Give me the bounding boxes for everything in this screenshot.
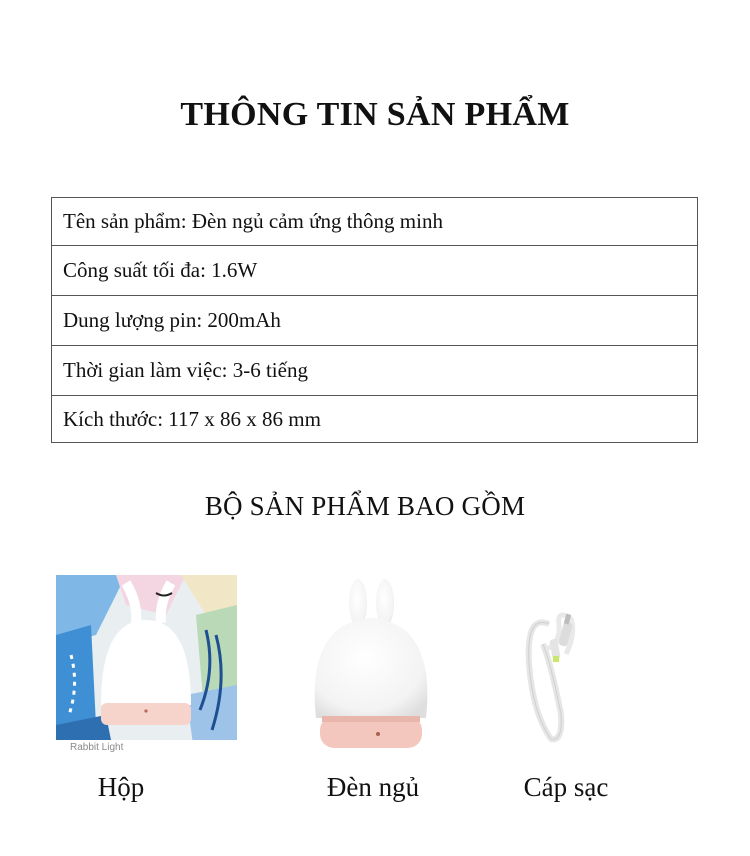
- package-title: BỘ SẢN PHẨM BAO GỒM: [204, 491, 526, 521]
- item-caption-cable: Cáp sạc: [523, 772, 609, 802]
- spec-table: [51, 197, 698, 443]
- usb-cable-image: [521, 604, 587, 744]
- spec-row: [52, 198, 698, 246]
- rabbit-lamp-image: [306, 578, 436, 754]
- spec-name: Tên sản phẩm: Đèn ngủ cảm ứng thông minh: [52, 198, 698, 246]
- spec-worktime: Thời gian làm việc: 3-6 tiếng: [52, 346, 698, 396]
- spec-battery: Dung lượng pin: 200mAh: [52, 296, 698, 346]
- item-caption-lamp: Đèn ngủ: [326, 772, 420, 802]
- item-caption-box: Hộp: [97, 772, 145, 802]
- spec-size: Kích thước: 117 x 86 x 86 mm: [52, 396, 698, 443]
- spec-row: [52, 246, 698, 296]
- spec-row: [52, 396, 698, 443]
- box-brand-text: Rabbit Light: [70, 742, 124, 753]
- spec-power: Công suất tối đa: 1.6W: [52, 246, 698, 296]
- spec-row: [52, 296, 698, 346]
- spec-row: [52, 346, 698, 396]
- page-title: THÔNG TIN SẢN PHẨM: [180, 96, 570, 133]
- product-box-image: [56, 575, 237, 765]
